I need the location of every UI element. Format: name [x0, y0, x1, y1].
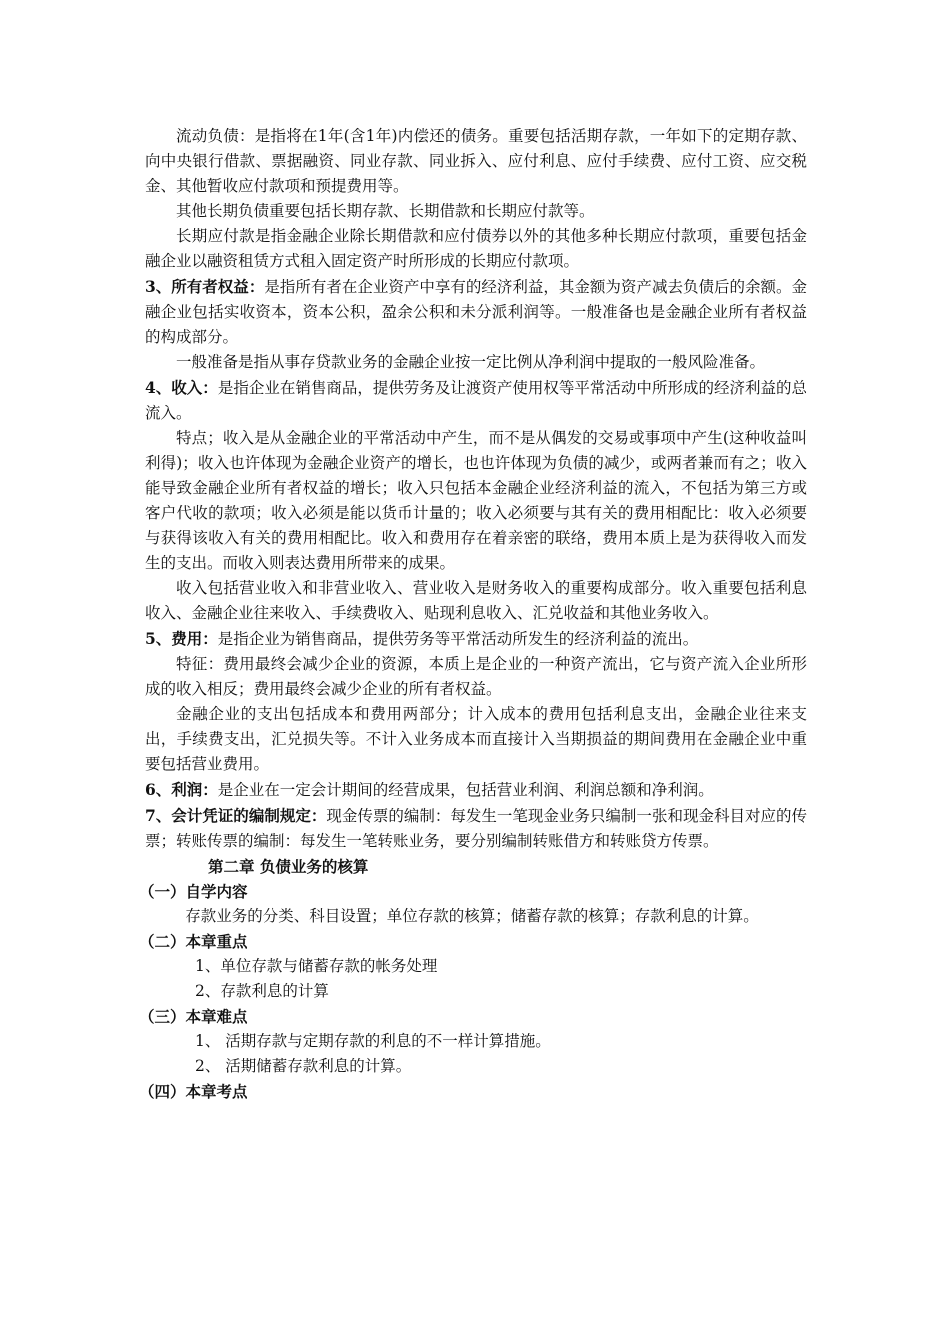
definition-voucher-rules: 现金传票的编制：每发生一笔现金业务只编制一张和现金科目对应的传票；转账传票的编制：每发生一笔转账业务，要分别编制转账借方和转账贷方传票。 — [145, 807, 807, 850]
paragraph-current-liabilities: 流动负债：是指将在1年(含1年)内偿还的债务。重要包括活期存款，一年如下的定期存款、向中央银行借款、票据融资、同业存款、同业拆入、应付利息、应付手续费、应付工资、应交税金、其他暂收应付款项和预提费用等。 — [145, 127, 807, 195]
section-heading-difficulties: （三）本章难点 — [139, 1007, 248, 1026]
paragraph-voucher-rules — [145, 803, 807, 854]
paragraph-revenue — [145, 375, 807, 426]
definition-owners-equity: 是指所有者在企业资产中享有的经济利益，其金额为资产减去负债后的余额。金融企业包括实收资本，资本公积，盈余公积和未分派利润等。一般准备也是金融企业所有者权益的构成部分。 — [145, 278, 807, 346]
paragraph-expenditure-composition: 金融企业的支出包括成本和费用两部分；计入成本的费用包括利息支出，金融企业往来支出，手续费支出，汇兑损失等。不计入业务成本而直接计入当期损益的期间费用在金融企业中重要包括营业费用。 — [145, 705, 807, 773]
self-study-content: 存款业务的分类、科目设置；单位存款的核算；储蓄存款的核算；存款利息的计算。 — [185, 907, 759, 925]
document-page — [139, 124, 807, 1104]
section-heading-key-points: （二）本章重点 — [139, 932, 248, 951]
definition-revenue: 是指企业在销售商品，提供劳务及让渡资产使用权等平常活动中所形成的经济利益的总流入。 — [145, 379, 807, 422]
difficulty-item: 1、 活期存款与定期存款的利息的不一样计算措施。 — [195, 1032, 551, 1050]
term-revenue: 4、收入： — [145, 378, 218, 397]
term-expenses: 5、费用： — [145, 629, 218, 648]
paragraph-revenue-types: 收入包括营业收入和非营业收入、营业收入是财务收入的重要构成部分。收入重要包括利息收入、金融企业往来收入、手续费收入、贴现利息收入、汇兑收益和其他业务收入。 — [145, 579, 807, 622]
key-point-item: 1、单位存款与储蓄存款的帐务处理 — [195, 957, 438, 975]
paragraph-expense-features: 特征：费用最终会减少企业的资源，本质上是企业的一种资产流出，它与资产流入企业所形成的收入相反；费用最终会减少企业的所有者权益。 — [145, 655, 807, 698]
difficulty-item: 2、 活期储蓄存款利息的计算。 — [195, 1057, 412, 1075]
key-point-item: 2、存款利息的计算 — [195, 982, 329, 1000]
definition-expenses: 是指企业为销售商品，提供劳务等平常活动所发生的经济利益的流出。 — [217, 630, 699, 648]
paragraph-expenses — [145, 626, 807, 652]
section-heading-self-study: （一）自学内容 — [139, 882, 248, 901]
paragraph-revenue-features: 特点；收入是从金融企业的平常活动中产生，而不是从偶发的交易或事项中产生(这种收益叫利得)；收入也许体现为金融企业资产的增长，也也许体现为负债的减少，或两者兼而有之；收入能导致金融企业所有者权益的增长；收入只包括本金融企业经济利益的流入，不包括为第三方或客户代收的款项；收入必须是能以货币计量的；收入必须要与其有关的费用相配比：收入必须要与获得该收入有关的费用相配比。收入和费用存在着亲密的联络，费用本质上是为获得收入而发生的支出。而收入则表达费用所带来的成果。 — [145, 429, 807, 572]
term-owners-equity: 3、所有者权益： — [145, 277, 265, 296]
term-voucher-rules: 7、会计凭证的编制规定： — [145, 806, 327, 825]
paragraph-other-long-term-liabilities: 其他长期负债重要包括长期存款、长期借款和长期应付款等。 — [176, 202, 595, 220]
definition-profit: 是企业在一定会计期间的经营成果，包括营业利润、利润总额和净利润。 — [217, 781, 714, 799]
paragraph-long-term-payables: 长期应付款是指金融企业除长期借款和应付债券以外的其他多种长期应付款项，重要包括金融企业以融资租赁方式租入固定资产时所形成的长期应付款项。 — [145, 227, 807, 270]
section-heading-exam-points: （四）本章考点 — [139, 1082, 248, 1101]
chapter-title: 第二章 负债业务的核算 — [208, 857, 369, 876]
paragraph-owners-equity — [145, 274, 807, 350]
term-profit: 6、利润： — [145, 780, 218, 799]
paragraph-general-reserve: 一般准备是指从事存贷款业务的金融企业按一定比例从净利润中提取的一般风险准备。 — [176, 353, 766, 371]
paragraph-profit — [145, 777, 807, 803]
